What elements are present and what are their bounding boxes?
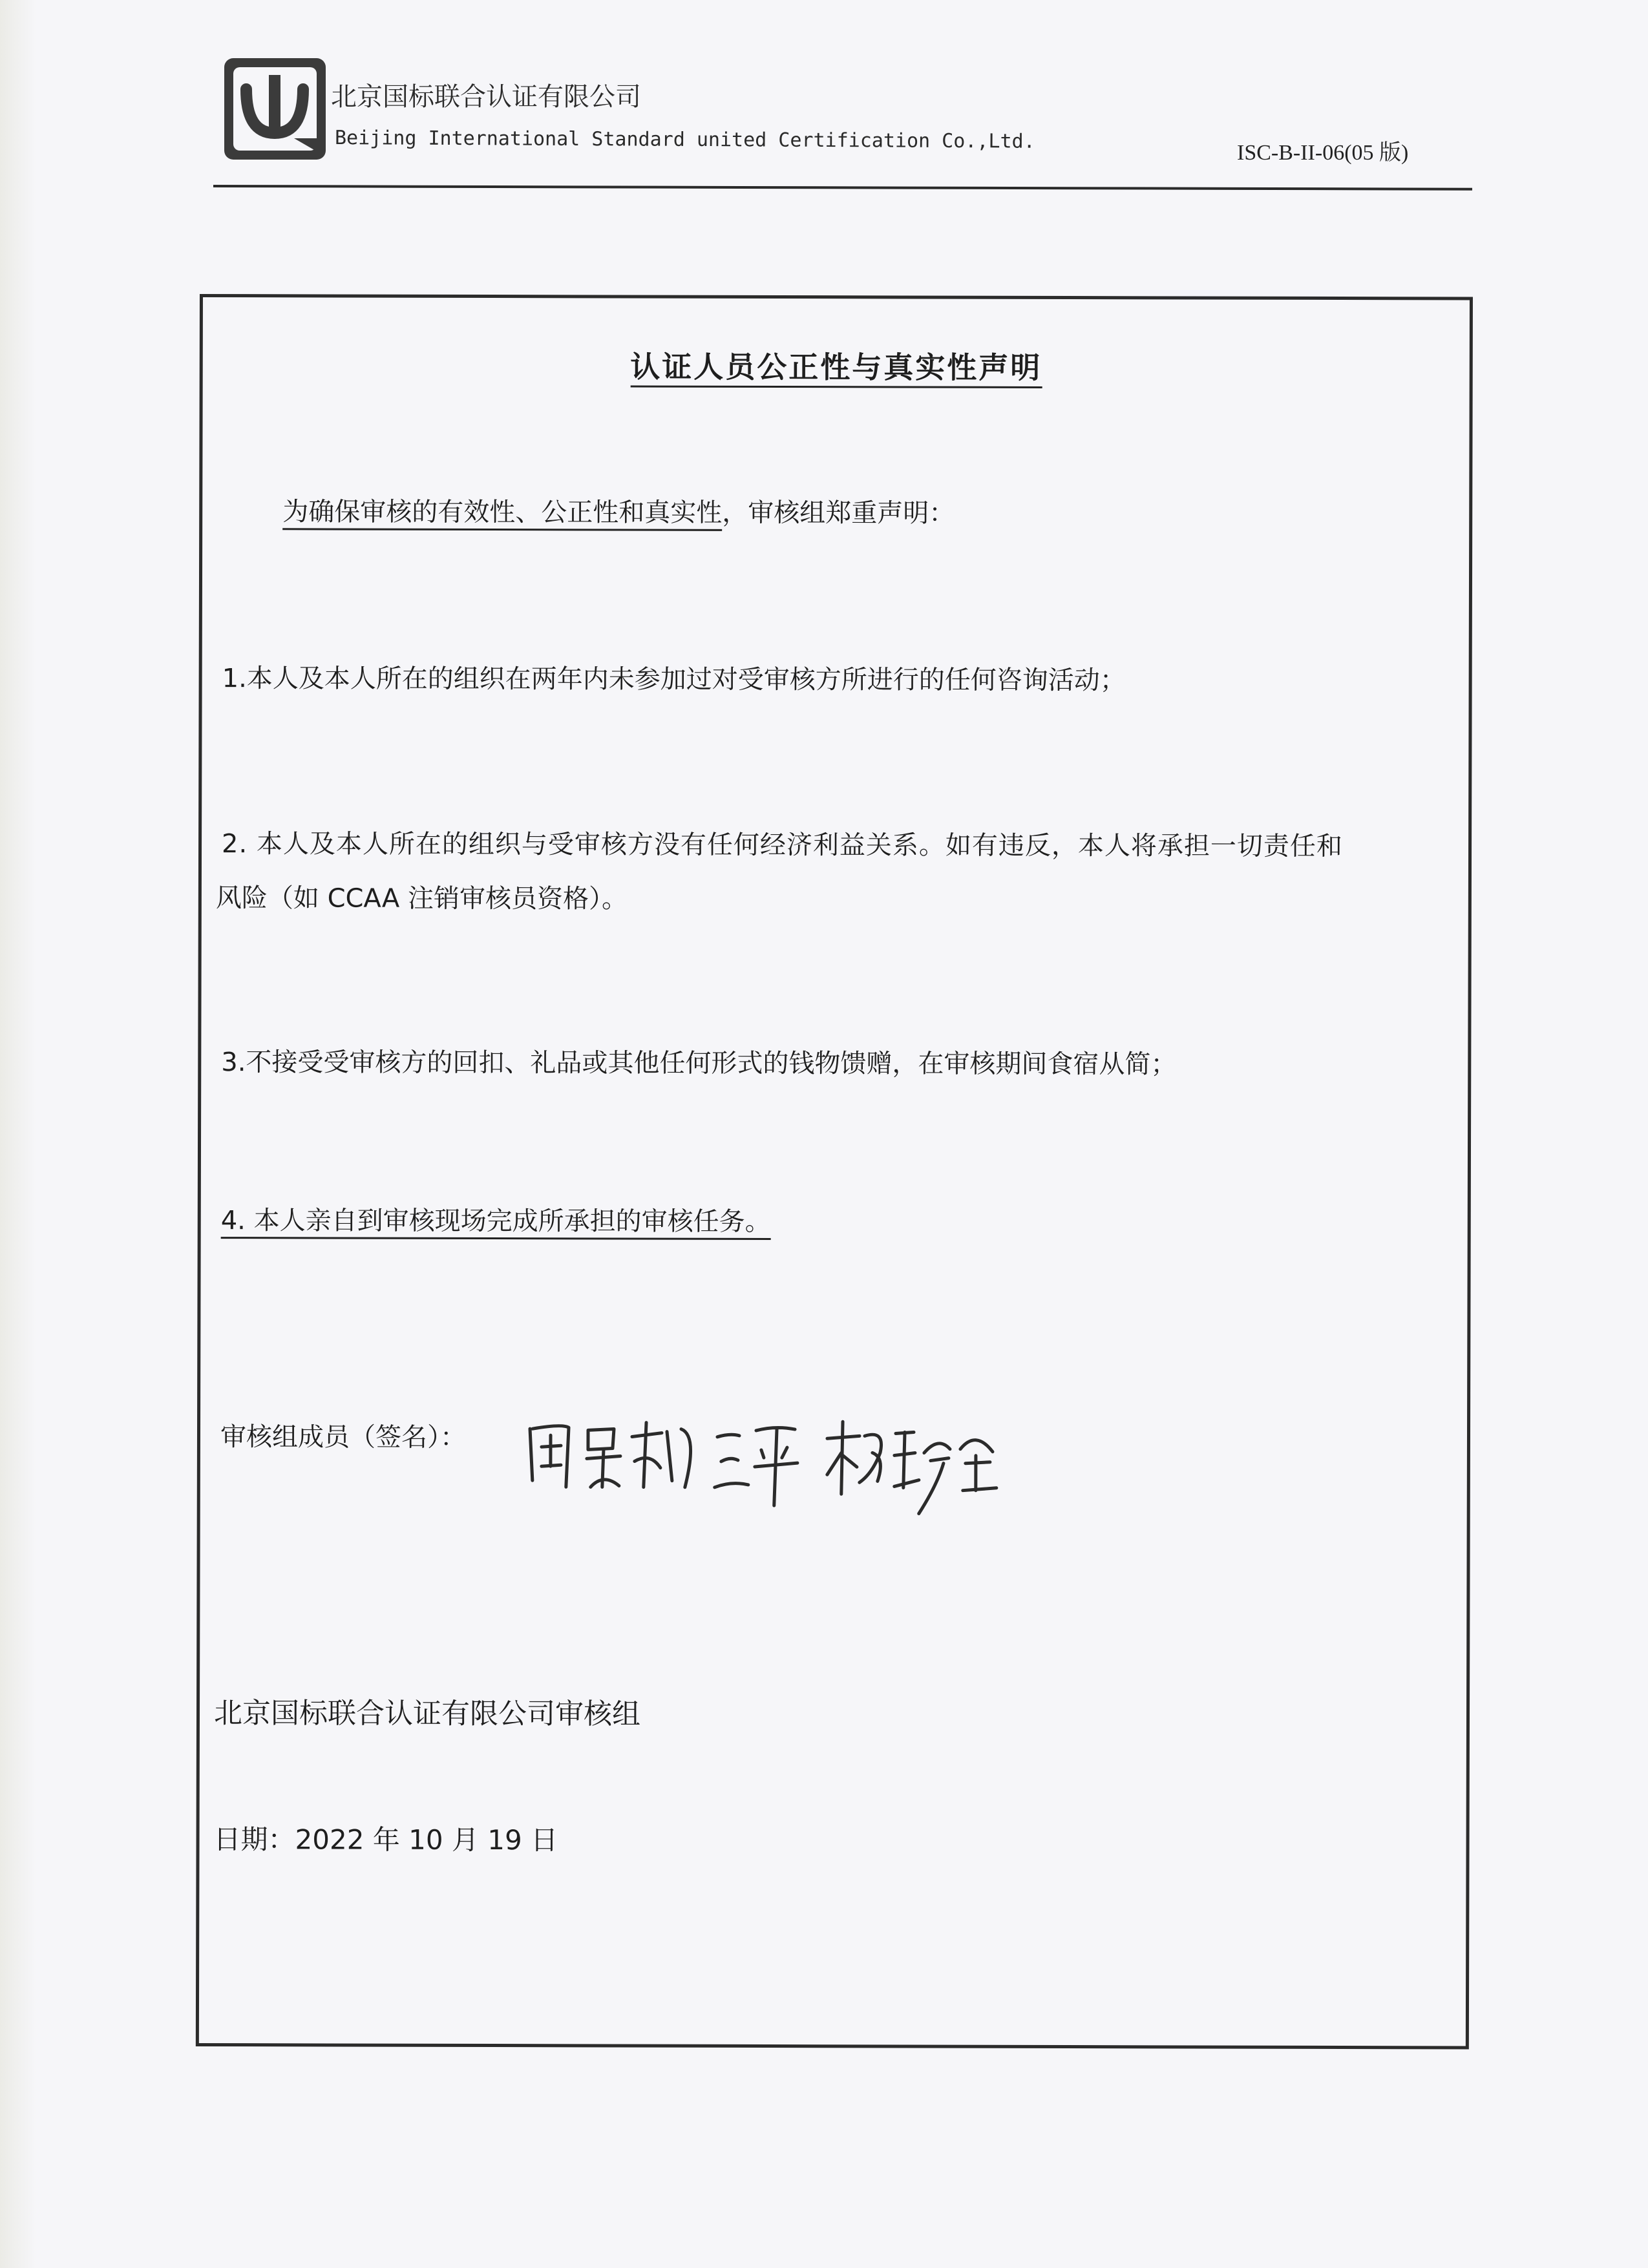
statement-frame — [196, 294, 1473, 2049]
scan-edge-shadow — [0, 0, 36, 2268]
declaration-item-4-text: 4. 本人亲自到审核现场完成所承担的审核任务。 — [221, 1206, 771, 1240]
declaration-item-4 — [221, 1205, 771, 1237]
header-divider — [213, 185, 1472, 191]
signature-3 — [827, 1422, 997, 1514]
company-name-english: Beijing International Standard united Certification Co.,Ltd. — [334, 127, 1035, 153]
isc-logo-icon — [222, 56, 328, 162]
audit-team-organization: 北京国标联合认证有限公司审核组 — [213, 1697, 641, 1731]
intro-rest-text: ，审核组郑重声明： — [722, 498, 955, 529]
declaration-item-3: 3.不接受受审核方的回扣、礼品或其他任何形式的钱物馈赠，在审核期间食宿从简； — [221, 1047, 1177, 1080]
statement-intro — [282, 496, 955, 529]
declaration-item-1: 1.本人及本人所在的组织在两年内未参加过对受审核方所进行的任何咨询活动； — [222, 664, 1126, 696]
handwritten-signatures — [523, 1390, 1015, 1520]
signature-2 — [715, 1427, 798, 1506]
document-code: ISC-B-II-06(05 版) — [1237, 141, 1409, 165]
declaration-item-2-line-1: 2. 本人及本人所在的组织与受审核方没有任何经济利益关系。如有违反，本人将承担一切责任和 — [222, 829, 1344, 862]
audit-members-signature-label: 审核组成员（签名）： — [220, 1422, 467, 1453]
declaration-item-2-line-2: 风险（如 CCAA 注销审核员资格）。 — [215, 883, 628, 914]
company-name-chinese: 北京国标联合认证有限公司 — [331, 82, 641, 112]
signature-1 — [530, 1422, 691, 1487]
statement-title — [203, 342, 1470, 388]
statement-date: 日期：2022 年 10 月 19 日 — [213, 1823, 558, 1856]
intro-underlined-text: 为确保审核的有效性、公正性和真实性 — [282, 497, 722, 531]
statement-title-text: 认证人员公正性与真实性声明 — [630, 350, 1042, 388]
